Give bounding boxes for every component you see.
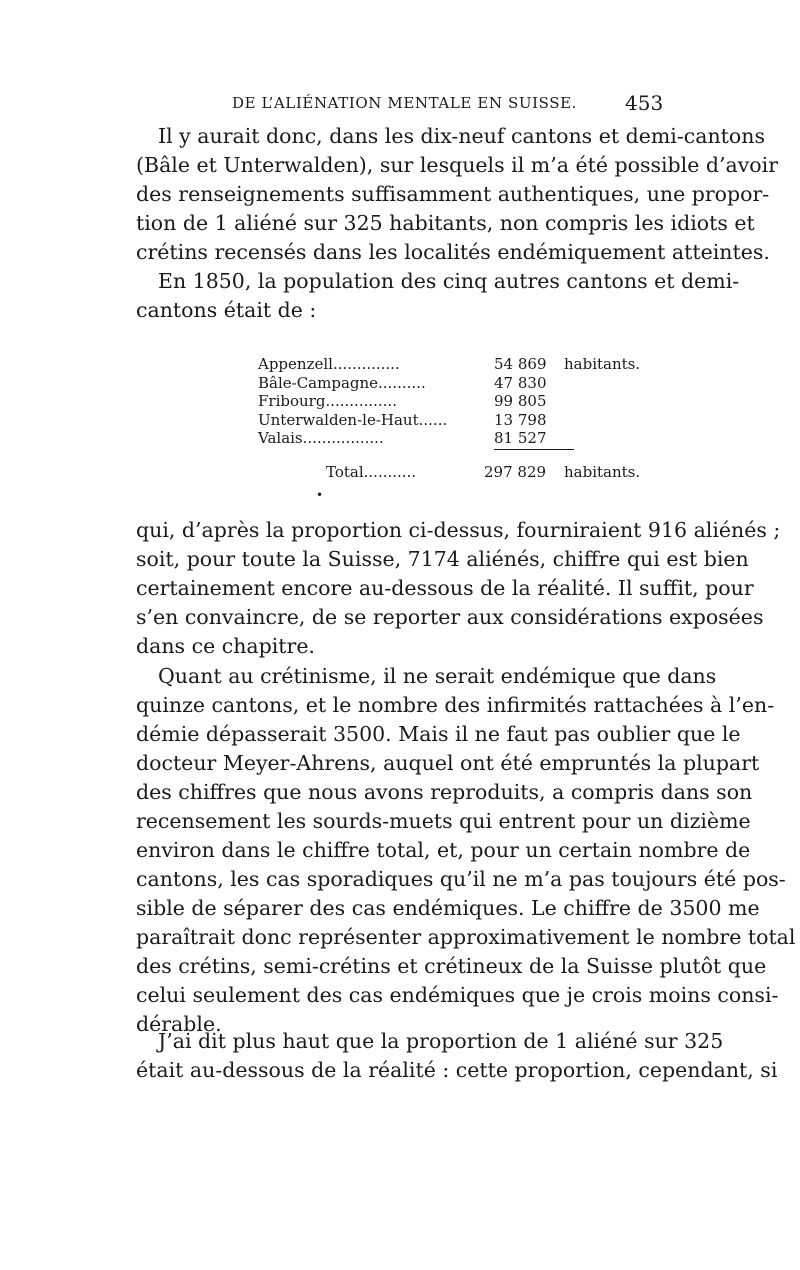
table-row	[258, 355, 641, 374]
population-unit: habitants.	[564, 355, 641, 373]
text-line: Il y aurait donc, dans les dix-neuf cantons et demi-cantons	[158, 124, 765, 148]
text-line: celui seulement des cas endémiques que je crois moins consi-	[136, 983, 779, 1007]
canton-name: Unterwalden-le-Haut......	[258, 410, 448, 429]
text-line: recensement les sourds-muets qui entrent pour un dizième	[136, 809, 751, 833]
text-line: soit, pour toute la Suisse, 7174 aliénés, chiffre qui est bien	[136, 547, 749, 571]
text-line: démie dépasserait 3500. Mais il ne faut pas oublier que le	[136, 722, 741, 746]
canton-name: Bâle-Campagne..........	[258, 373, 426, 392]
population-value: 13 798	[494, 410, 547, 429]
canton-name: Appenzell..............	[258, 355, 400, 373]
text-line: En 1850, la population des cinq autres cantons et demi-	[158, 269, 740, 293]
text-line: des renseignements suffisamment authentiques, une propor-	[136, 182, 770, 206]
text-line: (Bâle et Unterwalden), sur lesquels il m’a été possible d’avoir	[136, 153, 779, 177]
paragraph-4	[136, 662, 796, 1039]
canton-name: Valais.................	[258, 429, 384, 447]
paragraph-1	[136, 122, 779, 267]
population-value: 81 527	[494, 429, 547, 447]
text-line: docteur Meyer-Ahrens, auquel ont été empruntés la plupart	[136, 751, 760, 775]
text-line: Quant au crétinisme, il ne serait endémique que dans	[158, 664, 717, 688]
total-value: 297 829	[484, 463, 547, 481]
text-line: s’en convaincre, de se reporter aux considérations exposées	[136, 605, 764, 629]
canton-name: Fribourg...............	[258, 392, 397, 410]
running-title: DE L’ALIÉNATION MENTALE EN SUISSE.	[232, 94, 578, 112]
total-row	[258, 463, 641, 482]
page-number: 453	[625, 91, 664, 115]
text-line: dérable.	[136, 1012, 222, 1036]
table-row	[258, 392, 638, 411]
text-line: crétins recensés dans les localités endémiquement atteintes.	[136, 240, 770, 264]
paragraph-2	[136, 267, 740, 325]
text-line: tion de 1 aliéné sur 325 habitants, non compris les idiots et	[136, 211, 755, 235]
total-unit: habitants.	[564, 463, 641, 481]
text-line: était au-dessous de la réalité : cette proportion, cependant, si	[136, 1058, 778, 1082]
total-rule	[494, 449, 574, 450]
population-value: 54 869	[494, 355, 547, 373]
text-line: sible de séparer des cas endémiques. Le chiffre de 3500 me	[136, 896, 760, 920]
population-value: 99 805	[494, 392, 547, 410]
text-line: paraîtrait donc représenter approximativement le nombre total	[136, 925, 796, 949]
text-line: qui, d’après la proportion ci-dessus, fourniraient 916 aliénés ;	[136, 518, 781, 542]
running-header	[0, 91, 800, 118]
total-label: Total...........	[326, 463, 417, 481]
table-row	[258, 429, 638, 448]
table-row	[258, 411, 638, 430]
text-line: cantons, les cas sporadiques qu’il ne m’a pas toujours été pos-	[136, 867, 786, 891]
text-line: J’ai dit plus haut que la proportion de 1 aliéné sur 325	[158, 1029, 724, 1053]
table-row	[258, 374, 638, 393]
text-line: des chiffres que nous avons reproduits, a compris dans son	[136, 780, 753, 804]
text-line: cantons était de :	[136, 298, 317, 322]
text-line: des crétins, semi-crétins et crétineux de la Suisse plutôt que	[136, 954, 767, 978]
population-value: 47 830	[494, 373, 547, 392]
population-table	[258, 355, 641, 481]
paragraph-3	[136, 516, 781, 661]
bullet-mark: •	[316, 488, 324, 502]
text-line: quinze cantons, et le nombre des infirmités rattachées à l’en-	[136, 693, 775, 717]
text-line: certainement encore au-dessous de la réalité. Il suffit, pour	[136, 576, 754, 600]
paragraph-5	[136, 1027, 778, 1085]
text-line: dans ce chapitre.	[136, 634, 315, 658]
text-line: environ dans le chiffre total, et, pour un certain nombre de	[136, 838, 751, 862]
